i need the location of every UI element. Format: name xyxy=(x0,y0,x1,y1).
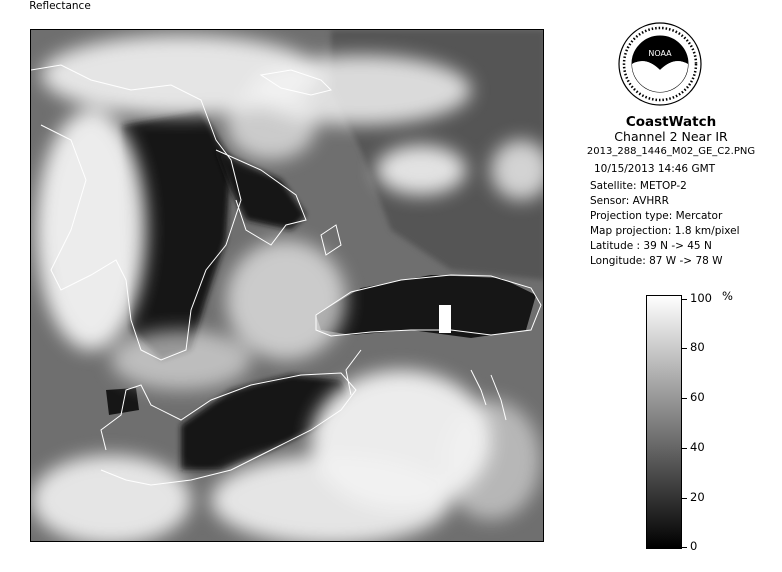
datetime-label: 10/15/2013 14:46 GMT xyxy=(594,163,716,175)
colorbar-tick xyxy=(681,547,687,548)
projection-type-label: Projection type: Mercator xyxy=(590,210,723,222)
channel-label: Channel 2 Near IR xyxy=(614,129,728,144)
satellite-label: Satellite: METOP-2 xyxy=(590,180,687,192)
colorbar-label-40: 40 xyxy=(690,440,705,454)
colorbar-label-80: 80 xyxy=(690,340,705,354)
map-projection-label: Map projection: 1.8 km/pixel xyxy=(590,225,740,237)
longitude-label: Longitude: 87 W -> 78 W xyxy=(590,255,723,267)
reflectance-colorbar xyxy=(646,295,682,549)
latitude-label: Latitude : 39 N -> 45 N xyxy=(590,240,712,252)
colorbar-tick xyxy=(681,348,687,349)
colorbar-tick xyxy=(681,448,687,449)
colorbar-tick xyxy=(681,299,687,300)
satellite-image xyxy=(30,29,544,542)
legend-unit: % xyxy=(722,289,733,303)
colorbar-label-100: 100 xyxy=(690,291,712,305)
colorbar-tick xyxy=(681,498,687,499)
colorbar-label-0: 0 xyxy=(690,539,698,553)
colorbar-tick xyxy=(681,398,687,399)
sensor-label: Sensor: AVHRR xyxy=(590,195,669,207)
colorbar-label-60: 60 xyxy=(690,390,705,404)
filename-label: 2013_288_1446_M02_GE_C2.PNG xyxy=(586,146,756,157)
legend-title: Reflectance xyxy=(29,0,91,12)
product-title: CoastWatch xyxy=(625,114,717,130)
colorbar-label-20: 20 xyxy=(690,490,705,504)
logo-text: NOAA xyxy=(648,49,672,58)
noaa-logo xyxy=(618,22,702,106)
